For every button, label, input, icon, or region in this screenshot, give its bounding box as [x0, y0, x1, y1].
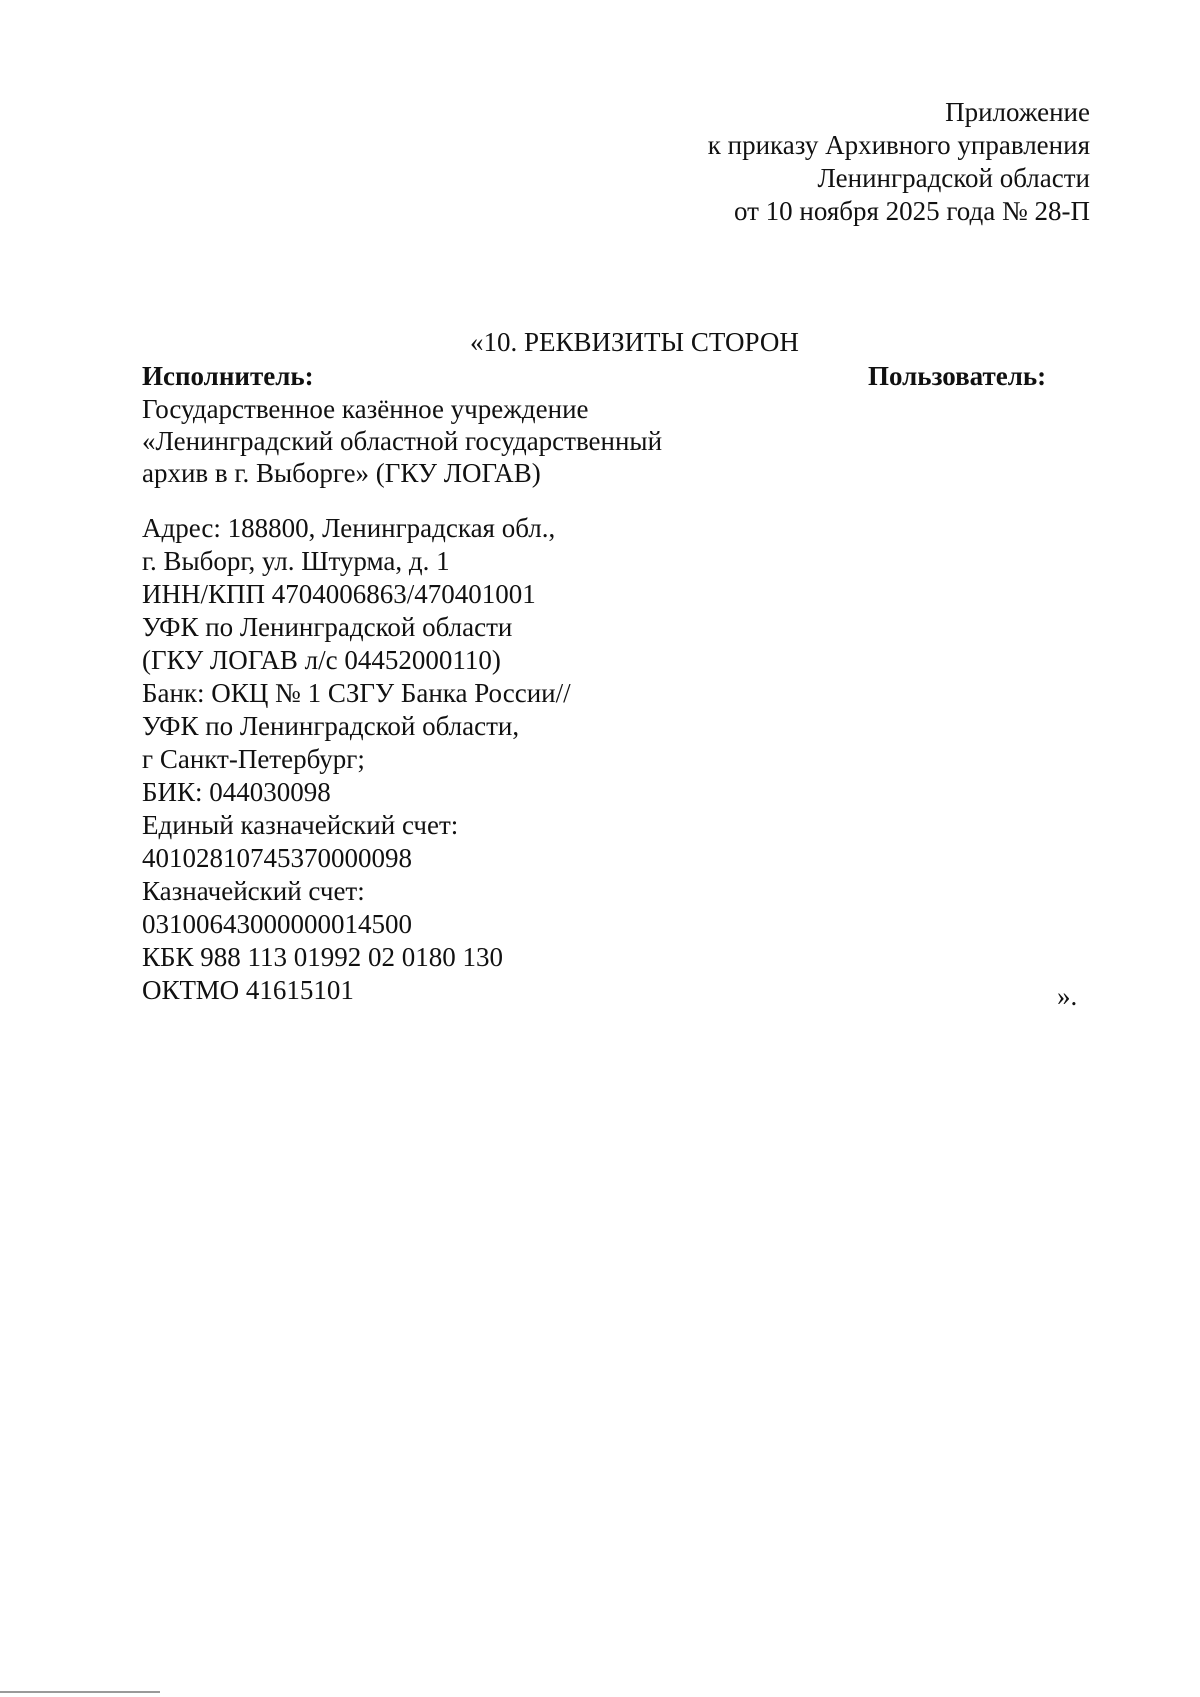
personal-account-line: (ГКУ ЛОГАВ л/с 04452000110) — [142, 645, 501, 675]
oktmo-line: ОКТМО 41615101 — [142, 975, 354, 1005]
executor-label: Исполнитель: — [142, 361, 314, 391]
bank-city-line: г Санкт-Петербург; — [142, 744, 365, 774]
appendix-title: Приложение — [945, 97, 1090, 127]
appendix-region: Ленинградской области — [817, 163, 1090, 193]
user-label: Пользователь: — [868, 361, 1047, 391]
executor-details — [142, 512, 571, 1007]
org-line: архив в г. Выборге» (ГКУ ЛОГАВ) — [142, 458, 541, 488]
inn-kpp-line: ИНН/КПП 4704006863/470401001 — [142, 579, 536, 609]
scan-edge-divider — [0, 1691, 160, 1693]
appendix-date-number: от 10 ноября 2025 года № 28-П — [733, 196, 1090, 226]
appendix-order-reference: к приказу Архивного управления — [707, 130, 1090, 160]
single-treasury-account-label: Единый казначейский счет: — [142, 810, 459, 840]
executor-organization — [142, 393, 662, 489]
bik-line: БИК: 044030098 — [142, 777, 331, 807]
treasury-account-label: Казначейский счет: — [142, 876, 365, 906]
treasury-account-value: 03100643000000014500 — [142, 909, 412, 939]
appendix-header — [708, 96, 1090, 228]
section-title: «10. РЕКВИЗИТЫ СТОРОН — [470, 327, 799, 357]
address-line: Адрес: 188800, Ленинградская обл., — [142, 513, 556, 543]
bank-line: Банк: ОКЦ № 1 СЗГУ Банка России// — [142, 678, 571, 708]
kbk-line: КБК 988 113 01992 02 0180 130 — [142, 942, 504, 972]
org-line: Государственное казённое учреждение — [142, 394, 589, 424]
closing-quote: ». — [1057, 981, 1078, 1011]
single-treasury-account-value: 40102810745370000098 — [142, 843, 412, 873]
address-line: г. Выборг, ул. Штурма, д. 1 — [142, 546, 450, 576]
bank-line: УФК по Ленинградской области, — [142, 711, 520, 741]
ufk-line: УФК по Ленинградской области — [142, 612, 513, 642]
org-line: «Ленинградский областной государственный — [142, 426, 663, 456]
